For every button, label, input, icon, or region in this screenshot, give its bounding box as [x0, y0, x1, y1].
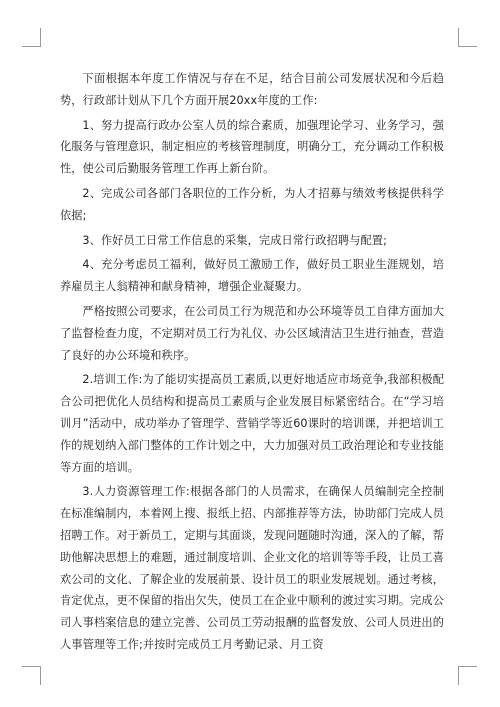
discipline-paragraph: 严格按照公司要求，在公司员工行为规范和办公环境等员工自律方面加大了监督检查力度，不定期对员工行为礼仪、办公区域清洁卫生进行抽查，营造了良好的办公环境和秩序。 — [60, 304, 444, 362]
document-body — [60, 68, 444, 659]
crop-mark-bottom-left — [22, 666, 41, 685]
plan-item-2: 2、完成公司各部门各职位的工作分析，为人才招募与绩效考核提供科学依据; — [60, 186, 444, 222]
training-paragraph: 2.培训工作:为了能切实提高员工素质,以更好地适应市场竞争,我部积极配合公司把优化人员结构和提高员工素质与企业发展目标紧密结合。在“学习培训月”活动中，成功举办了管理学、营销学等近60课时的培训课，并把培训工作的规划纳入部门整体的工作计划之中，大力加强对员工政治理论和专业技能等方面的培训。 — [60, 373, 444, 474]
plan-item-4: 4、充分考虑员工福利，做好员工激励工作，做好员工职业生涯规划，培养雇员主人翁精神和献身精神，增强企业凝聚力。 — [60, 258, 444, 294]
crop-mark-bottom-right — [458, 666, 477, 685]
plan-item-3: 3、作好员工日常工作信息的采集，完成日常行政招聘与配置; — [82, 233, 387, 247]
plan-item-1: 1、努力提高行政办公室人员的综合素质，加强理论学习、业务学习，强化服务与管理意识，制定相应的考核管理制度，明确分工，充分调动工作积极性，使公司后勤服务管理工作再上新台阶。 — [60, 118, 444, 176]
hr-management-paragraph: 3.人力资源管理工作:根据各部门的人员需求，在确保人员编制完全控制在标准编制内，本着网上搜、报纸上招、内部推荐等方法，协助部门完成人员招聘工作。对于新员工，定期与其面谈，发现问题随时沟通，深入的了解，帮助他解决思想上的难题，通过制度培训、企业文化的培训等等手段，让员工喜欢公司的文化、了解企业的发展前景、设计员工的职业发展规划。通过考核，肯定优点，更不保留的指出欠失，使员工在企业中顺利的渡过实习期。完成公司人事档案信息的建立完善、公司员工劳动报酬的监督发放、公司人员进出的人事管理等工作;并按时完成员工月考勤记录、月工资 — [60, 485, 444, 651]
intro-paragraph: 下面根据本年度工作情况与存在不足，结合目前公司发展状况和今后趋势，行政部计划从下几个方面开展20xx年度的工作: — [60, 72, 444, 107]
crop-mark-top-right — [458, 28, 477, 47]
crop-mark-top-left — [22, 28, 41, 47]
